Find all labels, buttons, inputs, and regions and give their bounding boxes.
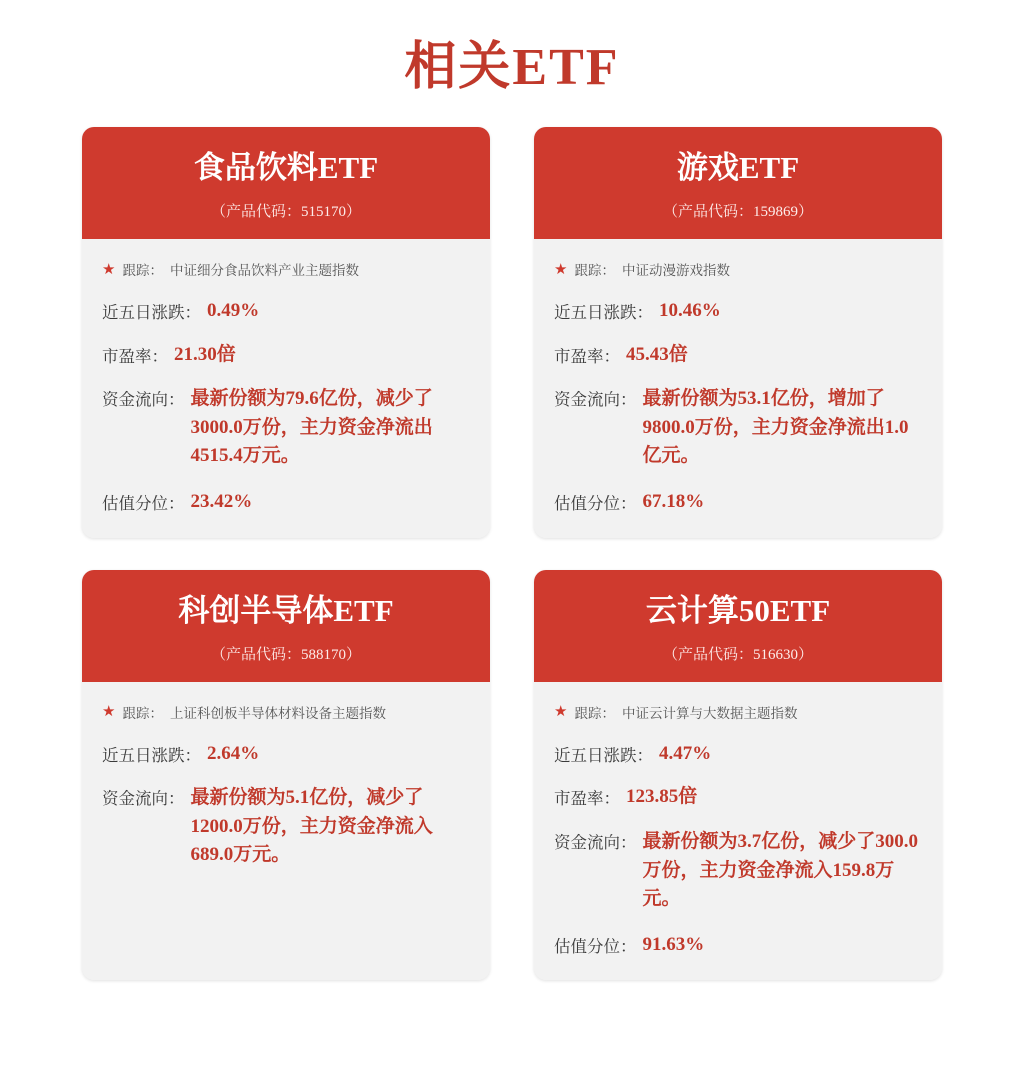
etf-flow-value: 最新份额为3.7亿份，减少了300.0万份，主力资金净流入159.8万元。: [642, 831, 919, 910]
etf-flow-row: [82, 376, 490, 480]
etf-track-row: [534, 688, 942, 732]
etf-track-label: 跟踪：: [574, 263, 615, 279]
etf-pe-value: 123.85倍: [626, 786, 698, 808]
etf-valuation-row: [534, 480, 942, 524]
etf-five-day-label: 近五日涨跌：: [554, 745, 653, 765]
etf-track-label: 跟踪：: [122, 263, 163, 279]
etf-track-value: 中证云计算与大数据主题指数: [621, 705, 798, 721]
etf-flow-label: 资金流向：: [102, 390, 185, 410]
etf-card[interactable]: [534, 570, 942, 981]
etf-code-value: 159869: [753, 204, 798, 221]
page-title: 相关ETF: [404, 39, 620, 96]
etf-pe-value: 21.30倍: [174, 343, 236, 365]
etf-five-day-row: [82, 732, 490, 776]
etf-card-header: [534, 127, 942, 239]
etf-five-day-value: 10.46%: [659, 300, 721, 322]
etf-track-row: [82, 245, 490, 289]
etf-five-day-label: 近五日涨跌：: [554, 303, 653, 323]
etf-pe-row: [82, 333, 490, 377]
etf-code-suffix: ）: [346, 204, 362, 221]
etf-card-header: [82, 570, 490, 682]
star-icon: ★: [102, 260, 116, 278]
etf-track-value: 中证动漫游戏指数: [621, 263, 730, 279]
etf-flow-value: 最新份额为79.6亿份，减少了3000.0万份，主力资金净流出4515.4万元。: [190, 388, 433, 467]
etf-valuation-label: 估值分位：: [554, 493, 637, 513]
etf-flow-label: 资金流向：: [554, 833, 637, 853]
etf-card[interactable]: [82, 127, 490, 538]
star-icon: ★: [554, 703, 568, 721]
etf-code: [550, 643, 926, 664]
etf-valuation-label: 估值分位：: [102, 493, 185, 513]
etf-track-label: 跟踪：: [574, 705, 615, 721]
etf-card-body: [82, 239, 490, 537]
etf-code-suffix: ）: [798, 204, 814, 221]
etf-track-row: [82, 688, 490, 732]
etf-flow-row: [534, 376, 942, 480]
etf-pe-row: [534, 775, 942, 819]
etf-flow-value: 最新份额为5.1亿份，减少了1200.0万份，主力资金净流入689.0万元。: [190, 787, 433, 866]
etf-valuation-label: 估值分位：: [554, 936, 637, 956]
etf-five-day-value: 2.64%: [207, 742, 260, 764]
star-icon: ★: [554, 260, 568, 278]
etf-card-body: [534, 682, 942, 980]
etf-card-header: [82, 127, 490, 239]
etf-code-value: 516630: [753, 646, 798, 663]
etf-card-body: [82, 682, 490, 980]
etf-card-header: [534, 570, 942, 682]
etf-code: [98, 643, 474, 664]
etf-flow-row: [534, 819, 942, 923]
etf-valuation-value: 23.42%: [190, 490, 253, 512]
etf-code-value: 515170: [301, 204, 346, 221]
etf-code-prefix: （产品代码：: [210, 204, 301, 221]
etf-track-label: 跟踪：: [122, 705, 163, 721]
etf-name: 食品饮料ETF: [193, 150, 379, 185]
etf-card-grid: [0, 127, 1024, 980]
etf-code: [550, 200, 926, 221]
etf-valuation-value: 91.63%: [642, 933, 705, 955]
etf-card-body: [534, 239, 942, 537]
etf-five-day-row: [534, 289, 942, 333]
etf-five-day-value: 0.49%: [207, 300, 260, 322]
etf-track-row: [534, 245, 942, 289]
etf-flow-value: 最新份额为53.1亿份，增加了9800.0万份，主力资金净流出1.0亿元。: [642, 388, 909, 467]
etf-five-day-label: 近五日涨跌：: [102, 745, 201, 765]
etf-track-value: 上证科创板半导体材料设备主题指数: [169, 705, 386, 721]
etf-code-suffix: ）: [346, 646, 362, 663]
etf-pe-label: 市盈率：: [554, 789, 620, 809]
etf-five-day-value: 4.47%: [659, 742, 712, 764]
etf-valuation-row: [82, 480, 490, 524]
etf-pe-label: 市盈率：: [102, 346, 168, 366]
etf-code-suffix: ）: [798, 646, 814, 663]
etf-name: 游戏ETF: [676, 150, 800, 185]
etf-flow-label: 资金流向：: [554, 390, 637, 410]
etf-pe-row: [534, 333, 942, 377]
etf-track-value: 中证细分食品饮料产业主题指数: [169, 263, 359, 279]
etf-five-day-row: [82, 289, 490, 333]
etf-five-day-row: [534, 732, 942, 776]
etf-card[interactable]: [82, 570, 490, 981]
etf-flow-label: 资金流向：: [102, 789, 185, 809]
etf-pe-label: 市盈率：: [554, 346, 620, 366]
etf-flow-row: [82, 775, 490, 879]
etf-name: 云计算50ETF: [645, 592, 831, 628]
etf-code-prefix: （产品代码：: [662, 646, 753, 663]
etf-five-day-label: 近五日涨跌：: [102, 303, 201, 323]
etf-card[interactable]: [534, 127, 942, 538]
etf-pe-value: 45.43倍: [626, 343, 688, 365]
etf-code-prefix: （产品代码：: [662, 204, 753, 221]
etf-name: 科创半导体ETF: [178, 592, 394, 628]
etf-code-prefix: （产品代码：: [210, 646, 301, 663]
etf-code-value: 588170: [301, 646, 346, 663]
star-icon: ★: [102, 703, 116, 721]
etf-valuation-row: [534, 923, 942, 967]
etf-code: [98, 200, 474, 221]
etf-valuation-value: 67.18%: [642, 490, 705, 512]
